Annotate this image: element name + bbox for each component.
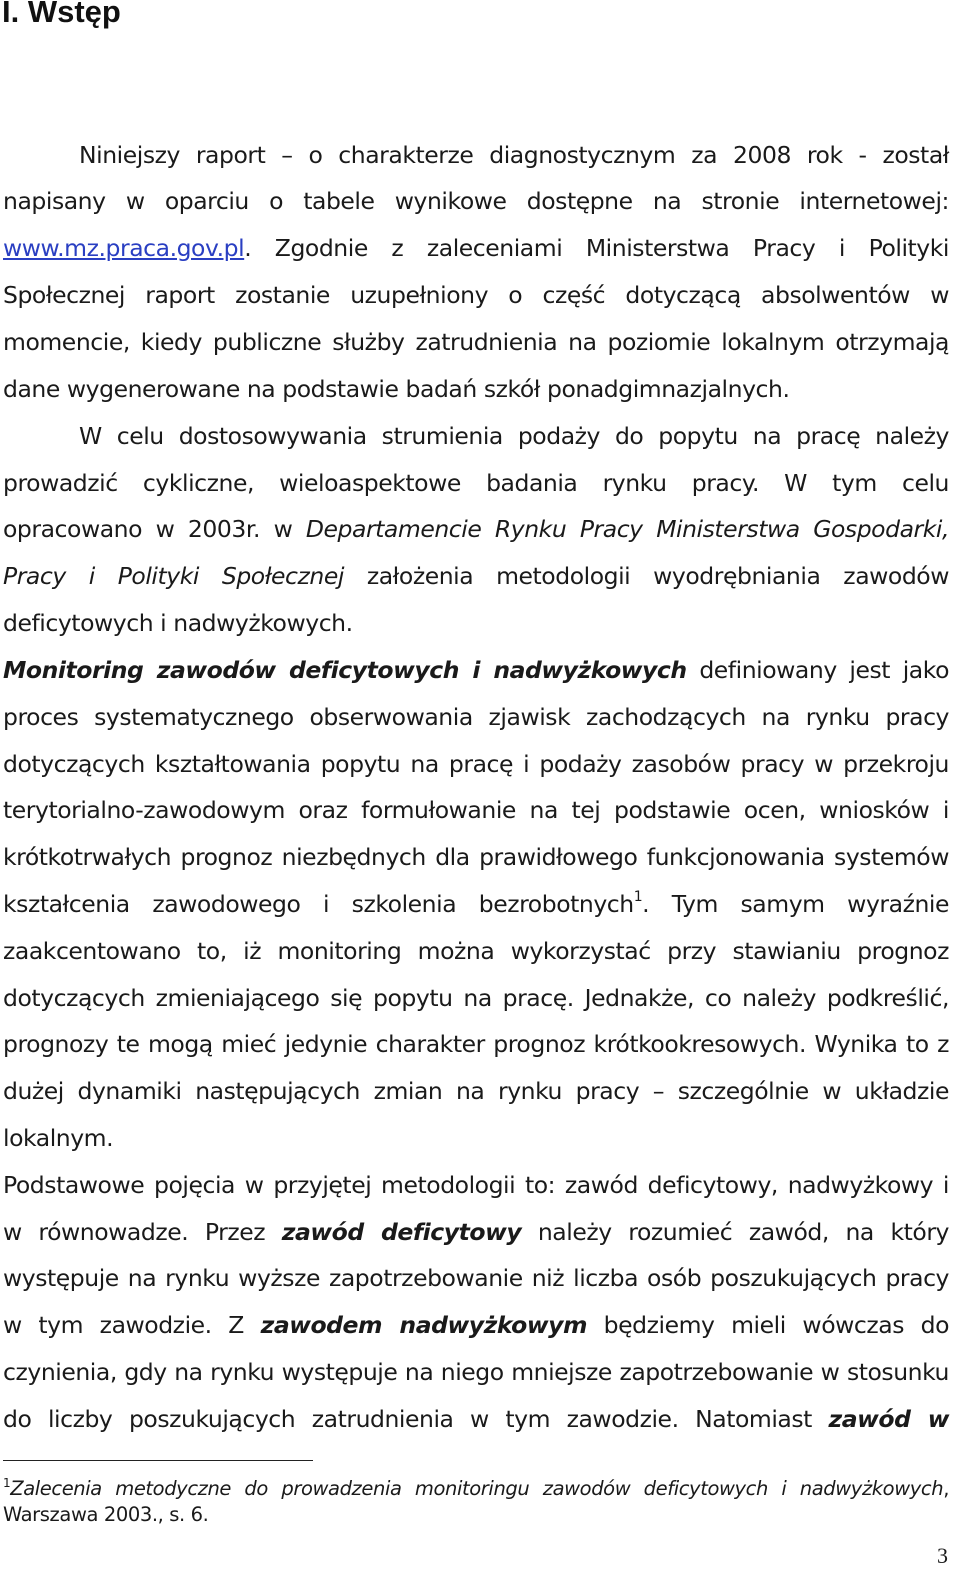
paragraph-4-line-6 [3, 1401, 949, 1437]
paragraph-2-line-3 [3, 511, 949, 547]
footnote-number: 1 [3, 1476, 11, 1490]
paragraph-4-line-4-text-b: będziemy mieli wówczas do [587, 1311, 950, 1339]
paragraph-4-line-2-text: w równowadze. Przez [3, 1218, 282, 1246]
footnote-separator [3, 1460, 313, 1461]
paragraph-4-line-2-text-b: należy rozumieć zawód, na który [521, 1218, 950, 1246]
paragraph-3-line-5: krótkotrwałych prognoz niezbędnych dla prawidłowego funkcjonowania systemów [3, 843, 949, 871]
paragraph-3-line-1 [3, 652, 949, 688]
paragraph-4-line-1: Podstawowe pojęcia w przyjętej metodologii to: zawód deficytowy, nadwyżkowy i [3, 1171, 949, 1199]
paragraph-4-line-5: czynienia, gdy na rynku występuje na niego mniejsze zapotrzebowanie w stosunku [3, 1358, 949, 1386]
deficit-occupation-term: zawód deficytowy [281, 1218, 522, 1246]
paragraph-2-line-2: prowadzić cykliczne, wieloaspektowe badania rynku pracy. W tym celu [3, 469, 949, 497]
footnote-1-line-2: Warszawa 2003., s. 6. [3, 1503, 209, 1526]
paragraph-3-line-2: proces systematycznego obserwowania zjawisk zachodzących na rynku pracy [3, 703, 949, 731]
paragraph-4-line-4 [3, 1307, 949, 1343]
paragraph-3-line-10: dużej dynamiki następujących zmian na rynku pracy – szczególnie w układzie [3, 1077, 949, 1105]
page-heading: I. Wstęp [2, 0, 121, 29]
paragraph-2-line-3-text: opracowano w 2003r. w [3, 515, 306, 543]
paragraph-1-line-3 [3, 230, 949, 266]
paragraph-2-line-1: W celu dostosowywania strumienia podaży do popytu na pracę należy [79, 422, 949, 450]
paragraph-3-line-4: terytorialno-zawodowym oraz formułowanie na tej podstawie ocen, wniosków i [3, 796, 949, 824]
monitoring-term: Monitoring zawodów deficytowych i nadwyżkowych [3, 656, 687, 684]
paragraph-3-line-1-text: definiowany jest jako [686, 656, 950, 684]
footnote-reference[interactable]: 1 [633, 889, 643, 905]
paragraph-4-line-4-text: w tym zawodzie. Z [3, 1311, 261, 1339]
paragraph-4-line-2 [3, 1214, 949, 1250]
department-name: Departamencie Rynku Pracy Ministerstwa Gospodarki, [305, 515, 949, 543]
paragraph-1-line-1: Niniejszy raport – o charakterze diagnostycznym za 2008 rok - został [79, 141, 949, 169]
paragraph-1-line-3-text: . Zgodnie z zaleceniami Ministerstwa Pracy i Polityki [244, 234, 949, 262]
paragraph-1-line-6: dane wygenerowane na podstawie badań szkół ponadgimnazjalnych. [3, 375, 790, 403]
paragraph-3-line-9: prognozy te mogą mieć jedynie charakter prognoz krótkookresowych. Wynika to z [3, 1030, 949, 1058]
footnote-comma: , [943, 1477, 949, 1500]
department-name-cont: Pracy i Polityki Społecznej [3, 562, 344, 590]
paragraph-4-line-6-text: do liczby poszukujących zatrudnienia w tym zawodzie. Natomiast [3, 1405, 829, 1433]
paragraph-1-line-2: napisany w oparciu o tabele wynikowe dostępne na stronie internetowej: [3, 187, 949, 215]
paragraph-4-line-3: występuje na rynku wyższe zapotrzebowanie niż liczba osób poszukujących pracy [3, 1264, 949, 1292]
paragraph-3-line-6 [3, 886, 949, 922]
paragraph-3-line-8: dotyczących zmieniającego się popytu na pracę. Jednakże, co należy podkreślić, [3, 984, 949, 1012]
paragraph-2-line-4-text: założenia metodologii wyodrębniania zawodów [343, 562, 950, 590]
surplus-occupation-term: zawodem nadwyżkowym [260, 1311, 588, 1339]
paragraph-1-line-4: Społecznej raport zostanie uzupełniony o część dotyczącą absolwentów w [3, 281, 949, 309]
paragraph-3-line-7: zaakcentowano to, iż monitoring można wykorzystać przy stawianiu prognoz [3, 937, 949, 965]
paragraph-3-line-6-text: kształcenia zawodowego i szkolenia bezrobotnych [3, 890, 634, 918]
paragraph-1-line-5: momencie, kiedy publiczne służby zatrudnienia na poziomie lokalnym otrzymają [3, 328, 949, 356]
paragraph-3-line-6-text-b: . Tym samym wyraźnie [642, 890, 949, 918]
page-number: 3 [937, 1543, 948, 1568]
balanced-occupation-term: zawód w [828, 1405, 949, 1433]
paragraph-3-line-3: dotyczących kształtowania popytu na pracę i podaży zasobów pracy w przekroju [3, 750, 949, 778]
footnote-1-line-1 [3, 1476, 949, 1502]
website-link[interactable]: www.mz.praca.gov.pl [3, 234, 245, 262]
paragraph-2-line-5: deficytowych i nadwyżkowych. [3, 609, 353, 637]
paragraph-3-line-11: lokalnym. [3, 1124, 114, 1152]
paragraph-2-line-4 [3, 558, 949, 594]
footnote-title: Zalecenia metodyczne do prowadzenia monitoringu zawodów deficytowych i nadwyżkowych [10, 1477, 944, 1500]
